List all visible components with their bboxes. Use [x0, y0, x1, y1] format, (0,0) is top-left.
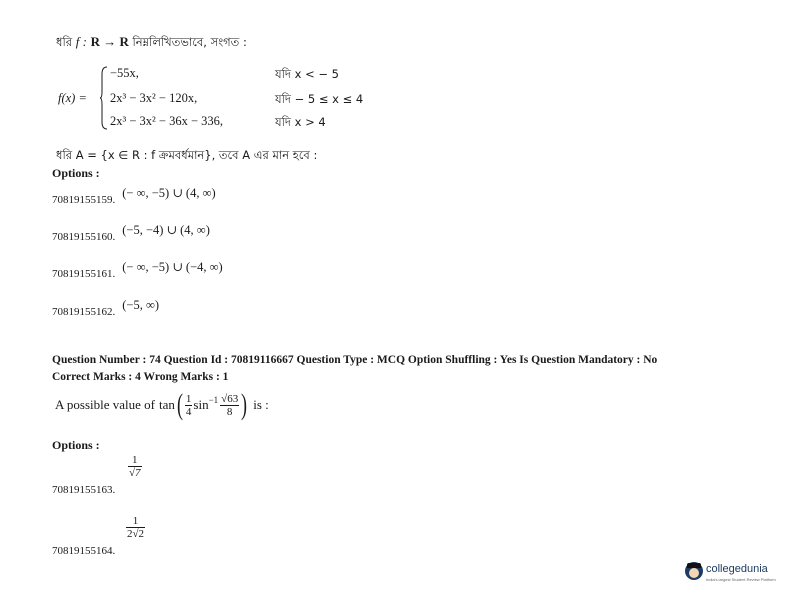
piece-row-2-expr: 2x³ − 3x² − 120x,: [110, 91, 198, 105]
q73-intro-mapping: R → R: [90, 34, 129, 49]
fraction-sqrt63-8: $\frac{√63}{8}$: [221, 392, 239, 418]
q73-intro-rest: নিম্নলিখিতভাবে, সংগত :: [132, 35, 247, 49]
piece-row-3-cond: যদি x > 4: [275, 115, 326, 129]
piece-row-3-expr: 2x³ − 3x² − 36x − 336,: [110, 114, 224, 128]
q73-intro: [56, 34, 247, 53]
option-id: 70819155164.: [52, 545, 116, 557]
option-fraction: $\frac{1}{2√2}$: [127, 515, 145, 540]
option-id: 70819155159.: [52, 194, 116, 206]
piece-row-2-cond: যদি − 5 ≤ x ≤ 4: [275, 92, 364, 106]
logo-tagline: India's largest Student Review Platform: [706, 577, 776, 582]
q73-set-definition: ধরি A = {x ∈ R : f ক্রমবর্ধমান}, তবে A এর মান হবে :: [56, 148, 318, 162]
q74-sin: sin: [193, 397, 209, 412]
q74-tan: tan: [159, 397, 175, 412]
q74-stem-prefix: A possible value of: [55, 397, 156, 412]
q73-intro-prefix: ধরি: [56, 35, 73, 49]
q74-inverse-superscript: −1: [208, 395, 219, 405]
piecewise-lhs: f(x) =: [58, 91, 87, 105]
q74-header-line1: Question Number : 74 Question Id : 70819116667 Question Type : MCQ Option Shuffling : Yes Is Question Mandatory : No: [52, 354, 658, 366]
logo-text: collegedunia: [706, 563, 768, 575]
option-value: (−5, −4) ∪ (4, ∞): [122, 223, 210, 237]
q73-option-4[interactable]: [52, 296, 160, 318]
option-id: 70819155161.: [52, 268, 116, 280]
option-id: 70819155163.: [52, 484, 116, 496]
q73-intro-func: f :: [75, 34, 87, 49]
q73-options-label: Options :: [52, 166, 100, 180]
fraction-1-4: $\frac{1}{4}$: [185, 392, 192, 418]
q74-stem-suffix: is :: [253, 397, 269, 412]
q74-header-line2: Correct Marks : 4 Wrong Marks : 1: [52, 371, 229, 383]
piece-row-1-cond: যদি x < − 5: [275, 67, 339, 81]
q74-options-label: Options :: [52, 438, 100, 452]
q73-option-3[interactable]: [52, 258, 223, 280]
left-paren: (: [176, 388, 183, 421]
option-value: (−5, ∞): [122, 298, 160, 312]
option-id: 70819155160.: [52, 231, 116, 243]
piece-row-1-expr: −55x,: [110, 66, 139, 80]
left-brace: [100, 66, 108, 130]
option-value: (− ∞, −5) ∪ (−4, ∞): [122, 260, 223, 274]
right-paren: ): [241, 388, 248, 421]
q74-stem: [55, 390, 269, 420]
option-value: (− ∞, −5) ∪ (4, ∞): [122, 186, 216, 200]
option-id: 70819155162.: [52, 306, 116, 318]
collegedunia-logo-icon: [685, 562, 703, 580]
q73-option-2[interactable]: [52, 221, 210, 243]
q73-option-1[interactable]: [52, 184, 216, 206]
option-fraction: $\frac{1}{√7}$: [129, 454, 141, 479]
